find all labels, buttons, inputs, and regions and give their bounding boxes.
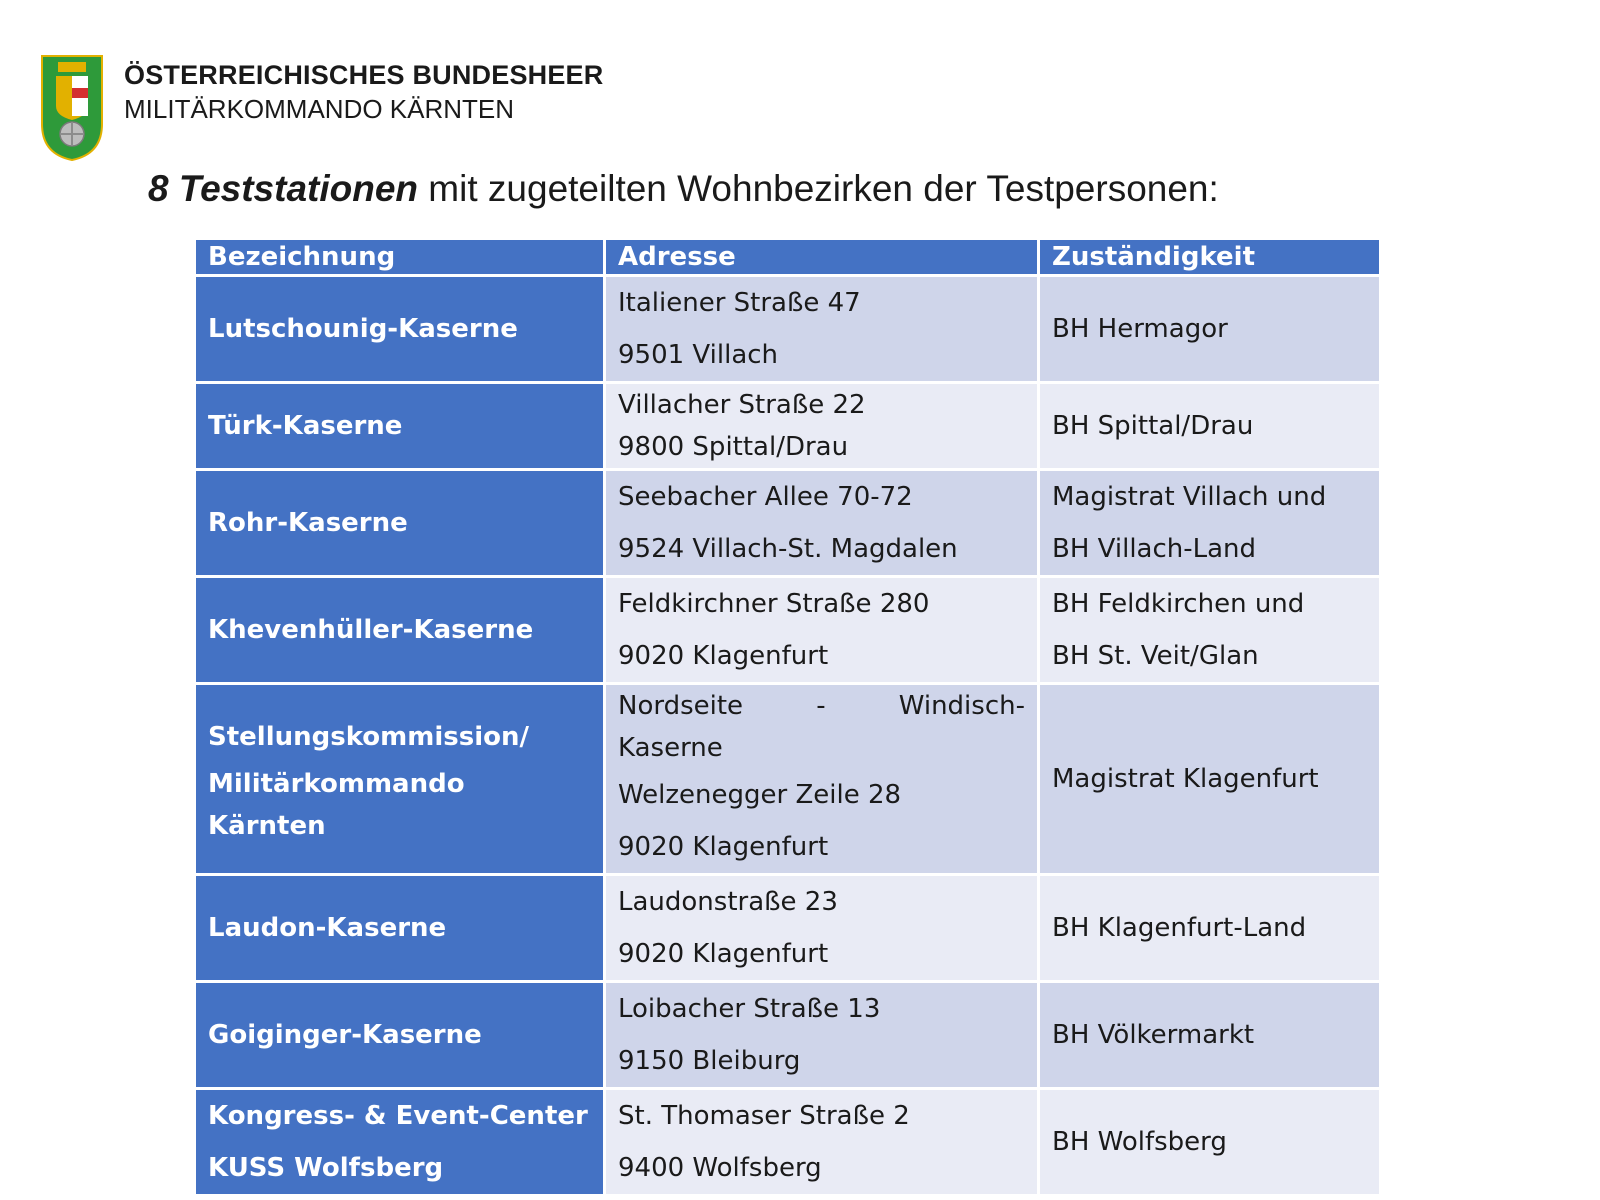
station-name: Türk-Kaserne (195, 383, 605, 470)
title-rest: mit zugeteilten Wohnbezirken der Testpersonen: (418, 168, 1219, 209)
station-name: Stellungskommission/ Militärkommando Kärnten (195, 684, 605, 875)
table-row (195, 276, 1381, 383)
station-responsibility: BH Spittal/Drau (1039, 383, 1381, 470)
station-address: Italiener Straße 47 9501 Villach (605, 276, 1039, 383)
station-responsibility: BH Hermagor (1039, 276, 1381, 383)
page-title (148, 168, 1219, 210)
station-address: Feldkirchner Straße 280 9020 Klagenfurt (605, 577, 1039, 684)
station-responsibility: BH Feldkirchen und BH St. Veit/Glan (1039, 577, 1381, 684)
station-name: Rohr-Kaserne (195, 470, 605, 577)
table-row (195, 470, 1381, 577)
table-row (195, 875, 1381, 982)
station-address: Laudonstraße 23 9020 Klagenfurt (605, 875, 1039, 982)
station-responsibility: Magistrat Villach und BH Villach-Land (1039, 470, 1381, 577)
station-responsibility: BH Völkermarkt (1039, 982, 1381, 1089)
station-name: Kongress- & Event-Center KUSS Wolfsberg (195, 1089, 605, 1196)
header-zustaendigkeit: Zuständigkeit (1039, 239, 1381, 276)
table-header-row (195, 239, 1381, 276)
title-emphasis: 8 Teststationen (148, 168, 419, 209)
table-row (195, 982, 1381, 1089)
station-name: Laudon-Kaserne (195, 875, 605, 982)
station-name: Lutschounig-Kaserne (195, 276, 605, 383)
station-responsibility: BH Klagenfurt-Land (1039, 875, 1381, 982)
station-address: Nordseite - Windisch- Kaserne Welzenegger Zeile 28 9020 Klagenfurt (605, 684, 1039, 875)
station-responsibility: BH Wolfsberg (1039, 1089, 1381, 1196)
coat-of-arms-icon (40, 54, 104, 162)
table-row (195, 577, 1381, 684)
table-row (195, 383, 1381, 470)
organization-name: ÖSTERREICHISCHES BUNDESHEER (124, 60, 604, 90)
stations-table (193, 237, 1382, 1197)
station-name: Goiginger-Kaserne (195, 982, 605, 1089)
table-row (195, 1089, 1381, 1196)
table-row (195, 684, 1381, 875)
station-responsibility: Magistrat Klagenfurt (1039, 684, 1381, 875)
station-address: Seebacher Allee 70-72 9524 Villach-St. Magdalen (605, 470, 1039, 577)
station-address: St. Thomaser Straße 2 9400 Wolfsberg (605, 1089, 1039, 1196)
header-bezeichnung: Bezeichnung (195, 239, 605, 276)
station-address: Loibacher Straße 13 9150 Bleiburg (605, 982, 1039, 1089)
header (40, 54, 603, 162)
station-address: Villacher Straße 22 9800 Spittal/Drau (605, 383, 1039, 470)
header-adresse: Adresse (605, 239, 1039, 276)
unit-name: MILITÄRKOMMANDO KÄRNTEN (124, 94, 515, 124)
station-name: Khevenhüller-Kaserne (195, 577, 605, 684)
